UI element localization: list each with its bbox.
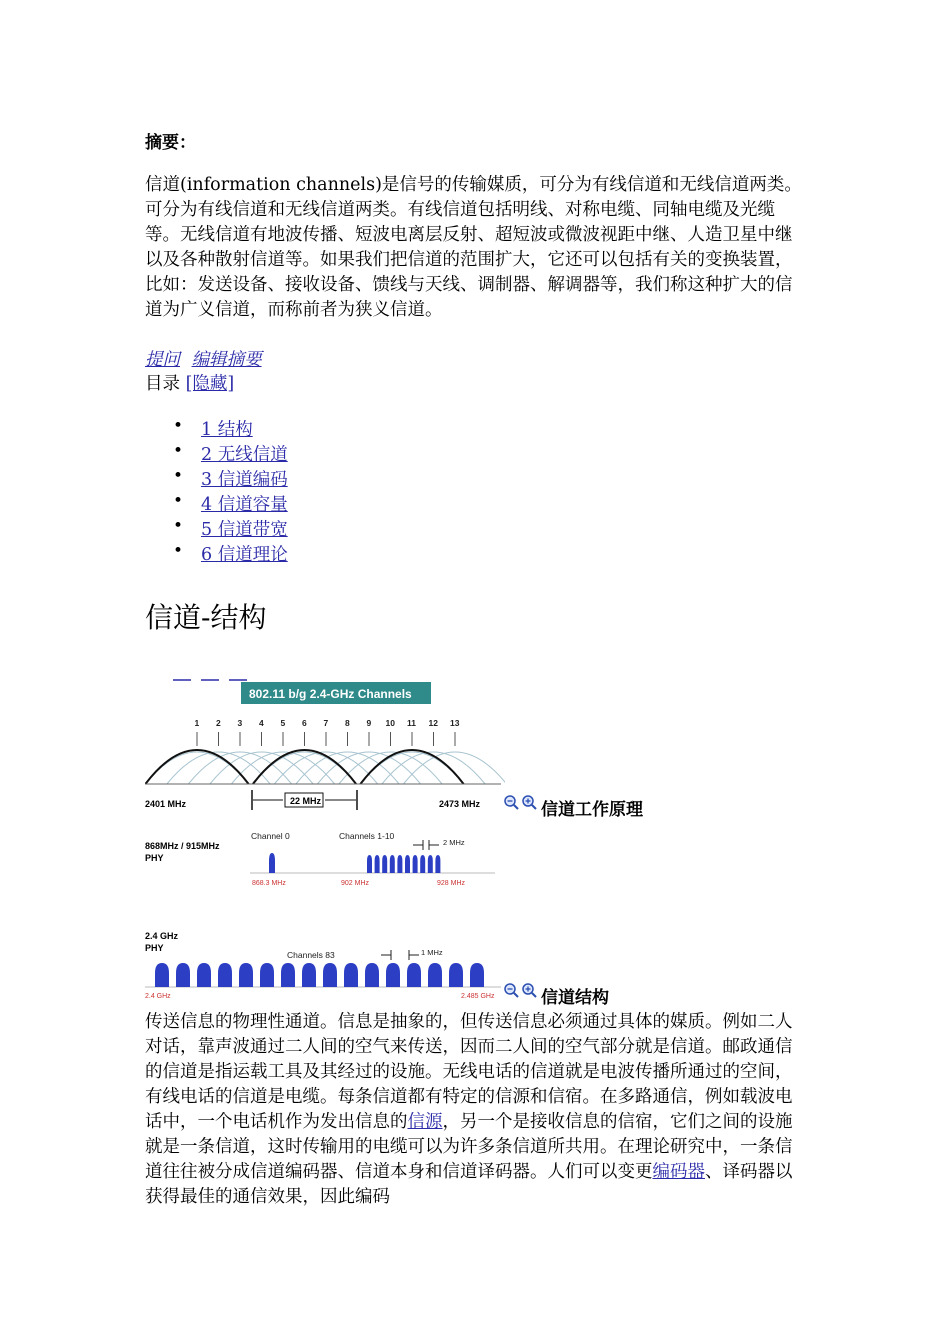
freq-928-label: 928 MHz [437,880,466,887]
zoom-in-icon[interactable] [521,982,538,999]
channel-bar [413,855,418,873]
toc-item [173,516,288,541]
channel-bar [365,963,379,987]
abstract-heading: 摘要： [145,133,196,153]
phy1-label-line2: PHY [145,853,164,863]
channel-number: 11 [407,718,416,728]
channel-bar [344,963,358,987]
channels83-label: Channels 83 [287,950,335,960]
channel-number: 4 [259,718,264,728]
channel-arc [317,752,420,784]
zoom-out-icon[interactable] [503,982,520,999]
channel-bar [382,855,387,873]
toc-item [173,541,288,566]
zoom-controls-2 [503,982,538,999]
channel-bar [407,963,421,987]
toc-link-coding[interactable]: 3 信道编码 [201,470,288,490]
phy2-label-line2: PHY [145,943,164,953]
toc-link-bandwidth[interactable]: 5 信道带宽 [201,520,288,540]
channel-number: 10 [385,718,395,728]
channel-bar [176,963,190,987]
channels-1-10-label: Channels 1-10 [339,831,395,841]
non-overlap-arc [360,750,463,784]
channel-bar [367,855,372,873]
body-text-part2: ，另一个是接收信息的信宿，它们之间的设施就是一条信道，这时传输用的电缆可以为许多条信道所共用。在理论研究中，一条信道往往被分成信道编码器、信道本身和信道译码器。人们可以变更 [145,1112,793,1182]
channel-bar [197,963,211,987]
toc-hide-link[interactable]: [隐藏] [185,374,235,394]
zoom-controls-1 [503,794,538,811]
figure-phy-channels [145,825,505,1003]
phy1-label-line1: 868MHz / 915MHz [145,841,220,851]
toc-link-wireless[interactable]: 2 无线信道 [201,445,288,465]
freq-2-4ghz-label: 2.4 GHz [145,993,171,1000]
channel-bar [390,855,395,873]
spacing-1mhz-label: 1 MHz [421,948,443,957]
channel-bar [405,855,410,873]
channel-arc [210,752,313,784]
toc-link-theory[interactable]: 6 信道理论 [201,545,288,565]
channel-number: 13 [450,718,460,728]
right-frequency: 2473 MHz [439,799,481,809]
channel-bar [375,855,380,873]
toc-link-structure[interactable]: 1 结构 [201,420,253,440]
freq-902-label: 902 MHz [341,880,370,887]
toc-list [173,416,288,566]
freq-868-label: 868.3 MHz [252,880,286,887]
channel-bar [470,963,484,987]
non-overlap-arc [253,750,356,784]
toc-label: 目录 [145,374,180,394]
spacing-2mhz-label: 2 MHz [443,838,465,847]
channel-number: 1 [194,718,200,728]
ask-question-link[interactable]: 提问 [145,350,180,370]
left-frequency: 2401 MHz [145,799,187,809]
phy2-label-line1: 2.4 GHz [145,931,179,941]
non-overlap-arc [145,750,248,784]
figure2-caption: 信道结构 [541,988,609,1008]
channel-bar [323,963,337,987]
channel-bar [218,963,232,987]
channel-number: 8 [345,718,350,728]
figure1-caption: 信道工作原理 [541,800,643,820]
channel-bar [386,963,400,987]
channel-bar [420,855,425,873]
channel-bar [428,963,442,987]
toc-link-capacity[interactable]: 4 信道容量 [201,495,288,515]
freq-2-485ghz-label: 2.485 GHz [461,993,495,1000]
channel-number: 12 [428,718,438,728]
channel0-label: Channel 0 [251,831,290,841]
channel-bar [449,963,463,987]
bandwidth-label: 22 MHz [290,796,322,806]
toc-item [173,441,288,466]
channel-arc [296,752,399,784]
toc-header [145,370,234,395]
channel-bar [302,963,316,987]
channel-bar [260,963,274,987]
toc-item [173,491,288,516]
abstract-text: 信道(information channels)是信号的传输媒质，可分为有线信道和无线信道两类。可分为有线信道和无线信道两类。有线信道包括明线、对称电缆、同轴电缆及光缆等。无线信道有地波传播、短波电离层反射、超短波或微波视距中继、人造卫星中继以及各种散射信道等。如果我们把信道的范围扩大，它还可以包括有关的变换装置，比如：发送设备、接收设备、馈线与天线、调制器、解调器等，我们称这种扩大的信道为广义信道，而称前者为狭义信道。 [145,175,802,320]
edit-abstract-link[interactable]: 编辑摘要 [191,350,262,370]
channel-number: 5 [280,718,286,728]
toc-item [173,416,288,441]
channel-bar [155,963,169,987]
section-title: 信道-结构 [145,601,267,634]
body-text-part1: 传送信息的物理性通道。信息是抽象的，但传送信息必须通过具体的媒质。例如二人对话，靠声波通过二人间的空气来传送，因而二人间的空气部分就是信道。邮政通信的信道是指运载工具及其经过的设施。无线电话的信道就是电波传播所通过的空间，有线电话的信道是电缆。每条信道都有特定的信源和信宿。在多路通信，例如载波电话中，一个电话机作为发出信息的 [145,1012,793,1132]
channel-bar [435,855,440,873]
channel-number: 2 [216,718,221,728]
banner-text: 802.11 b/g 2.4-GHz Channels [249,687,412,701]
channel-bar [281,963,295,987]
link-information-source[interactable]: 信源 [407,1112,443,1132]
channel-number: 6 [302,718,307,728]
body-text-part3: 、译码器以获得最佳的通信效果，因此编码 [145,1162,793,1207]
zoom-out-icon[interactable] [503,794,520,811]
channel-arc [188,752,291,784]
figure-80211-channels [145,672,505,817]
channel-bar [428,855,433,873]
body-paragraph [145,1010,805,1210]
action-links [145,346,268,371]
channel-number: 7 [323,718,329,728]
channel-bar [239,963,253,987]
link-encoder[interactable]: 编码器 [652,1162,705,1182]
channel-number: 9 [366,718,372,728]
channel-number: 3 [237,718,243,728]
channel-bar [397,855,402,873]
toc-item [173,466,288,491]
zoom-in-icon[interactable] [521,794,538,811]
